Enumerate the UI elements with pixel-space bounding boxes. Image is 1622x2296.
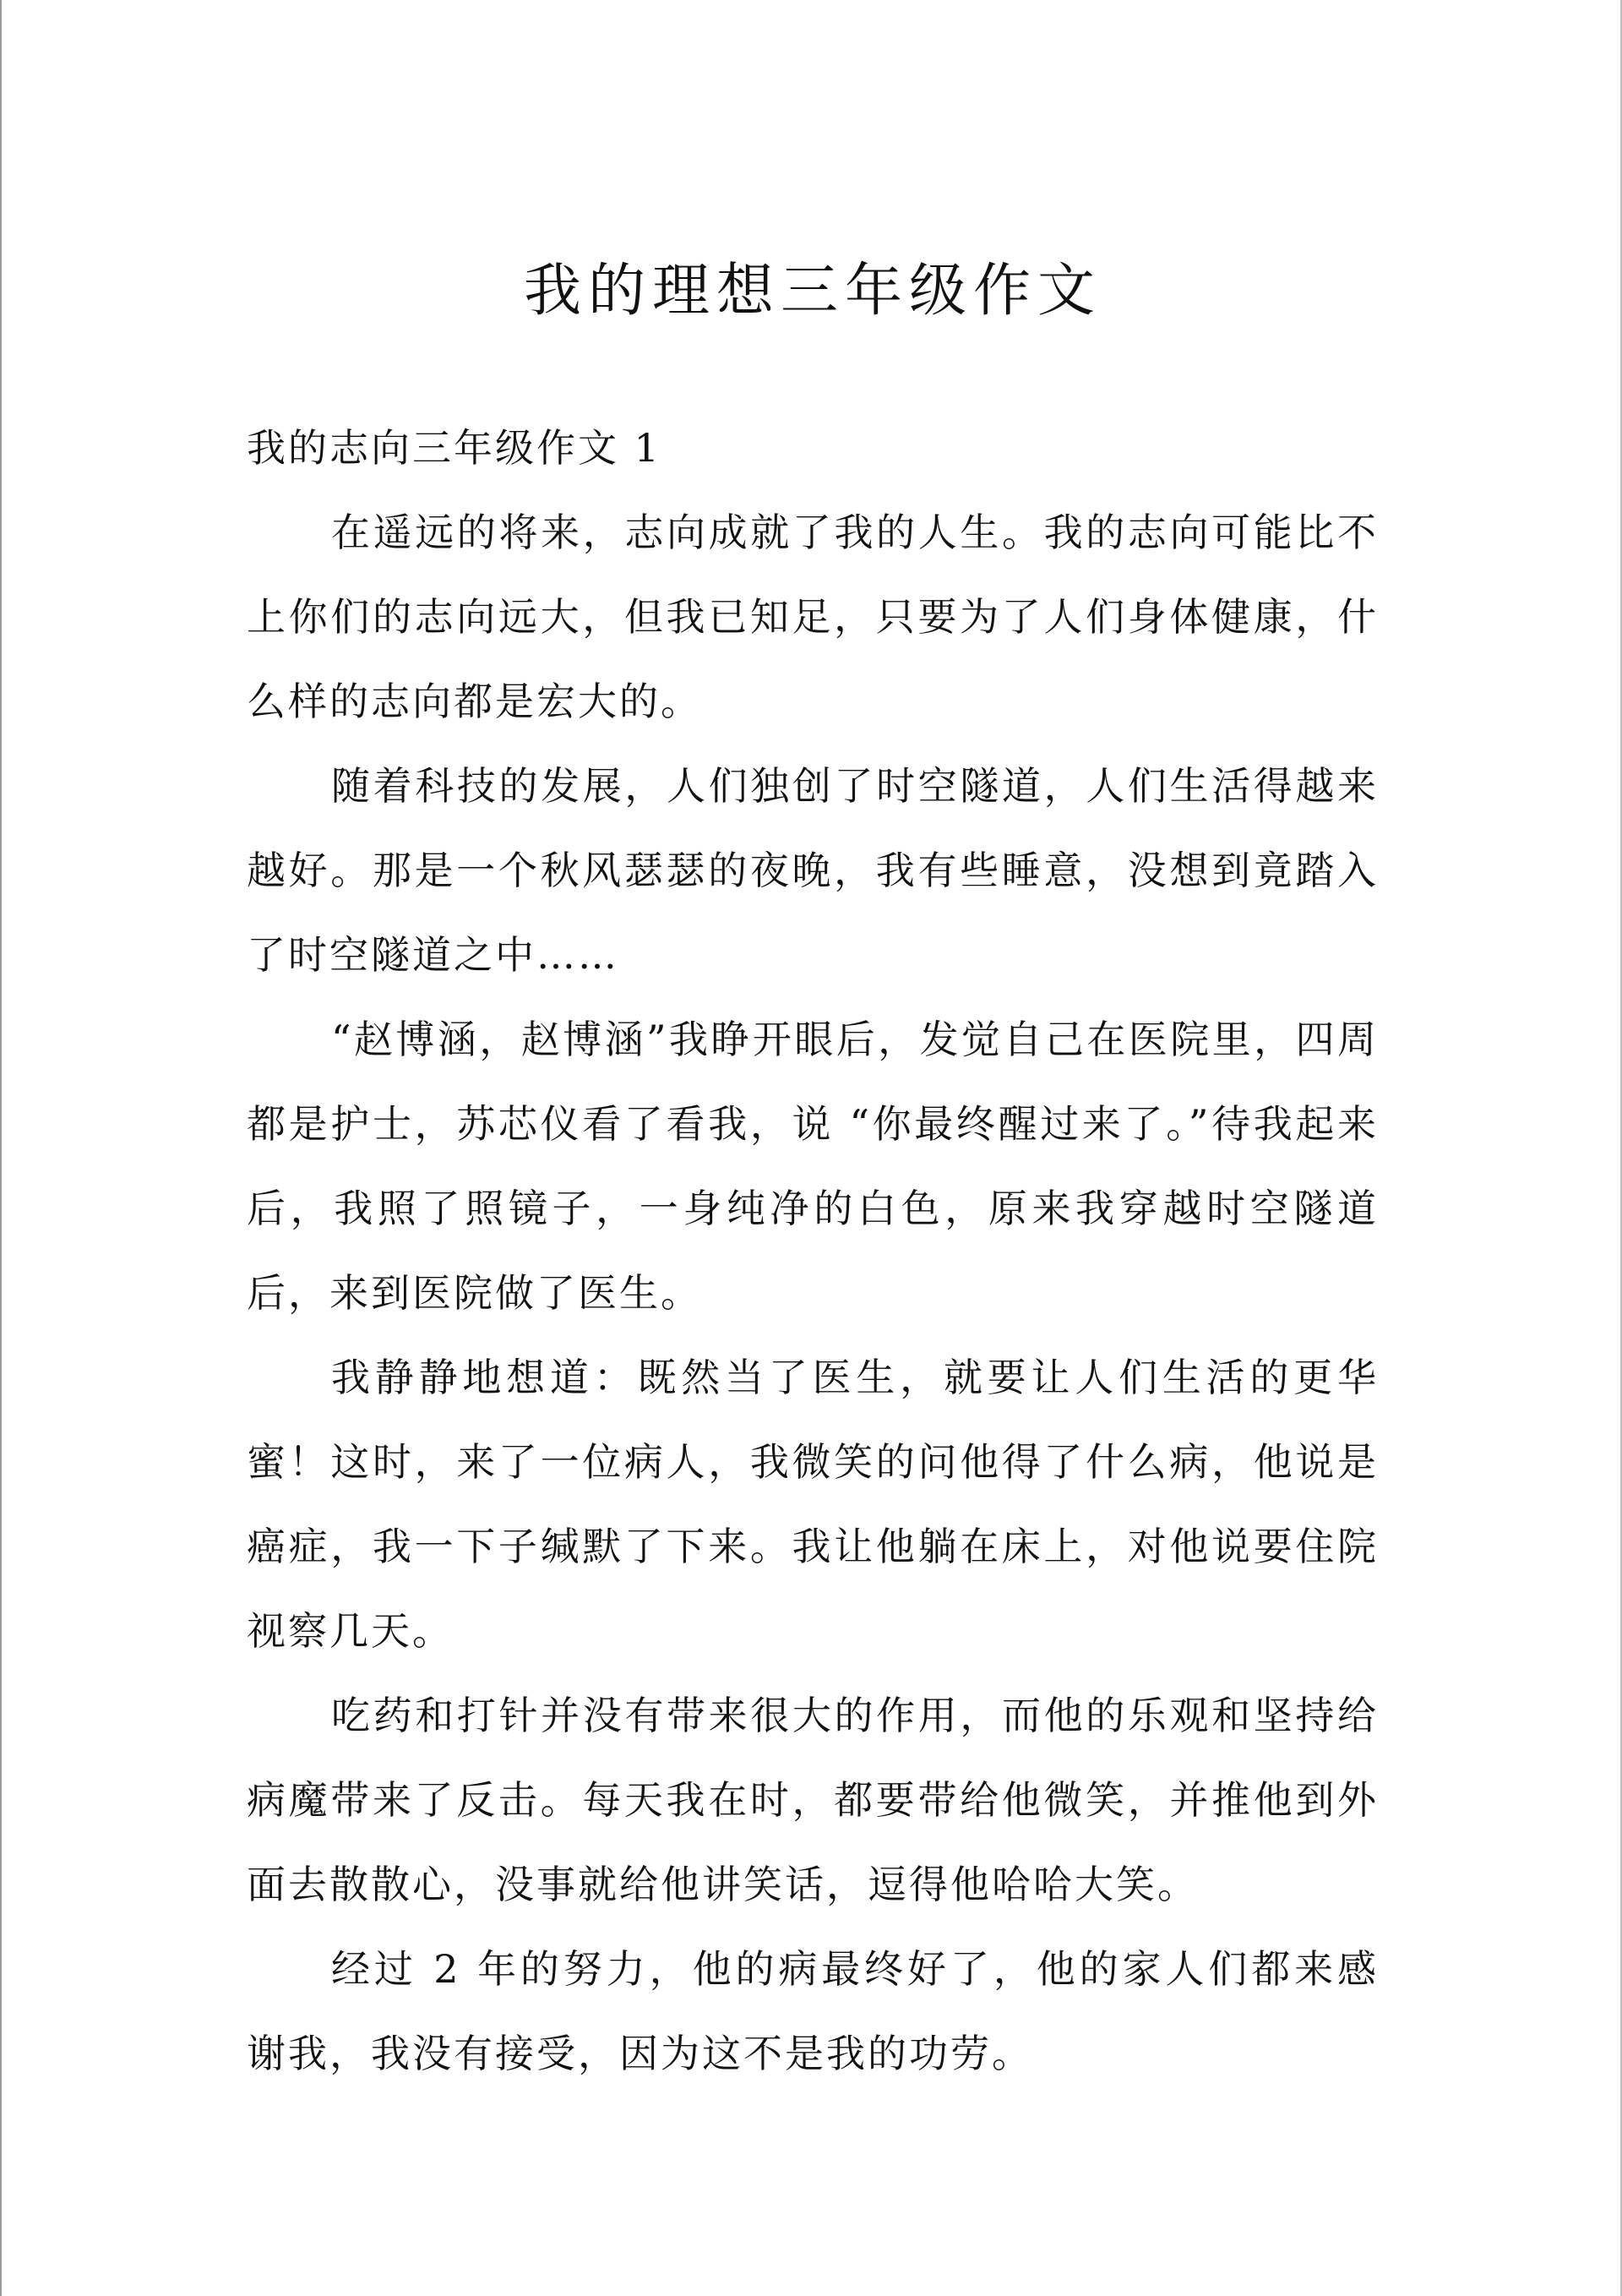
paragraph: 随着科技的发展，人们独创了时空隧道，人们生活得越来越好。那是一个秋风瑟瑟的夜晚，我有些睡意，没想到竟踏入了时空隧道之中…… (247, 763, 1379, 978)
document-title: 我的理想三年级作文 (523, 258, 1102, 324)
paragraph: 吃药和打针并没有带来很大的作用，而他的乐观和坚持给病魔带来了反击。每天我在时，都要带给他微笑，并推他到外面去散散心，没事就给他讲笑话，逗得他哈哈大笑。 (247, 1693, 1379, 1907)
section-heading: 我的志向三年级作文 1 (247, 425, 661, 471)
document-body (247, 406, 1379, 2096)
paragraph: 在遥远的将来，志向成就了我的人生。我的志向可能比不上你们的志向远大，但我已知足，只要为了人们身体健康，什么样的志向都是宏大的。 (247, 510, 1379, 724)
paragraph: 经过 2 年的努力，他的病最终好了，他的家人们都来感谢我，我没有接受，因为这不是我的功劳。 (247, 1946, 1379, 2076)
paragraph: “赵博涵，赵博涵”我睁开眼后，发觉自己在医院里，四周都是护士，苏芯仪看了看我，说 “你最终醒过来了。”待我起来后，我照了照镜子，一身纯净的白色，原来我穿越时空隧道后，来到医院做了医生。 (247, 1017, 1379, 1316)
paragraph: 我静静地想道：既然当了医生，就要让人们生活的更华蜜！这时，来了一位病人，我微笑的问他得了什么病，他说是癌症，我一下子缄默了下来。我让他躺在床上，对他说要住院视察几天。 (247, 1355, 1379, 1654)
